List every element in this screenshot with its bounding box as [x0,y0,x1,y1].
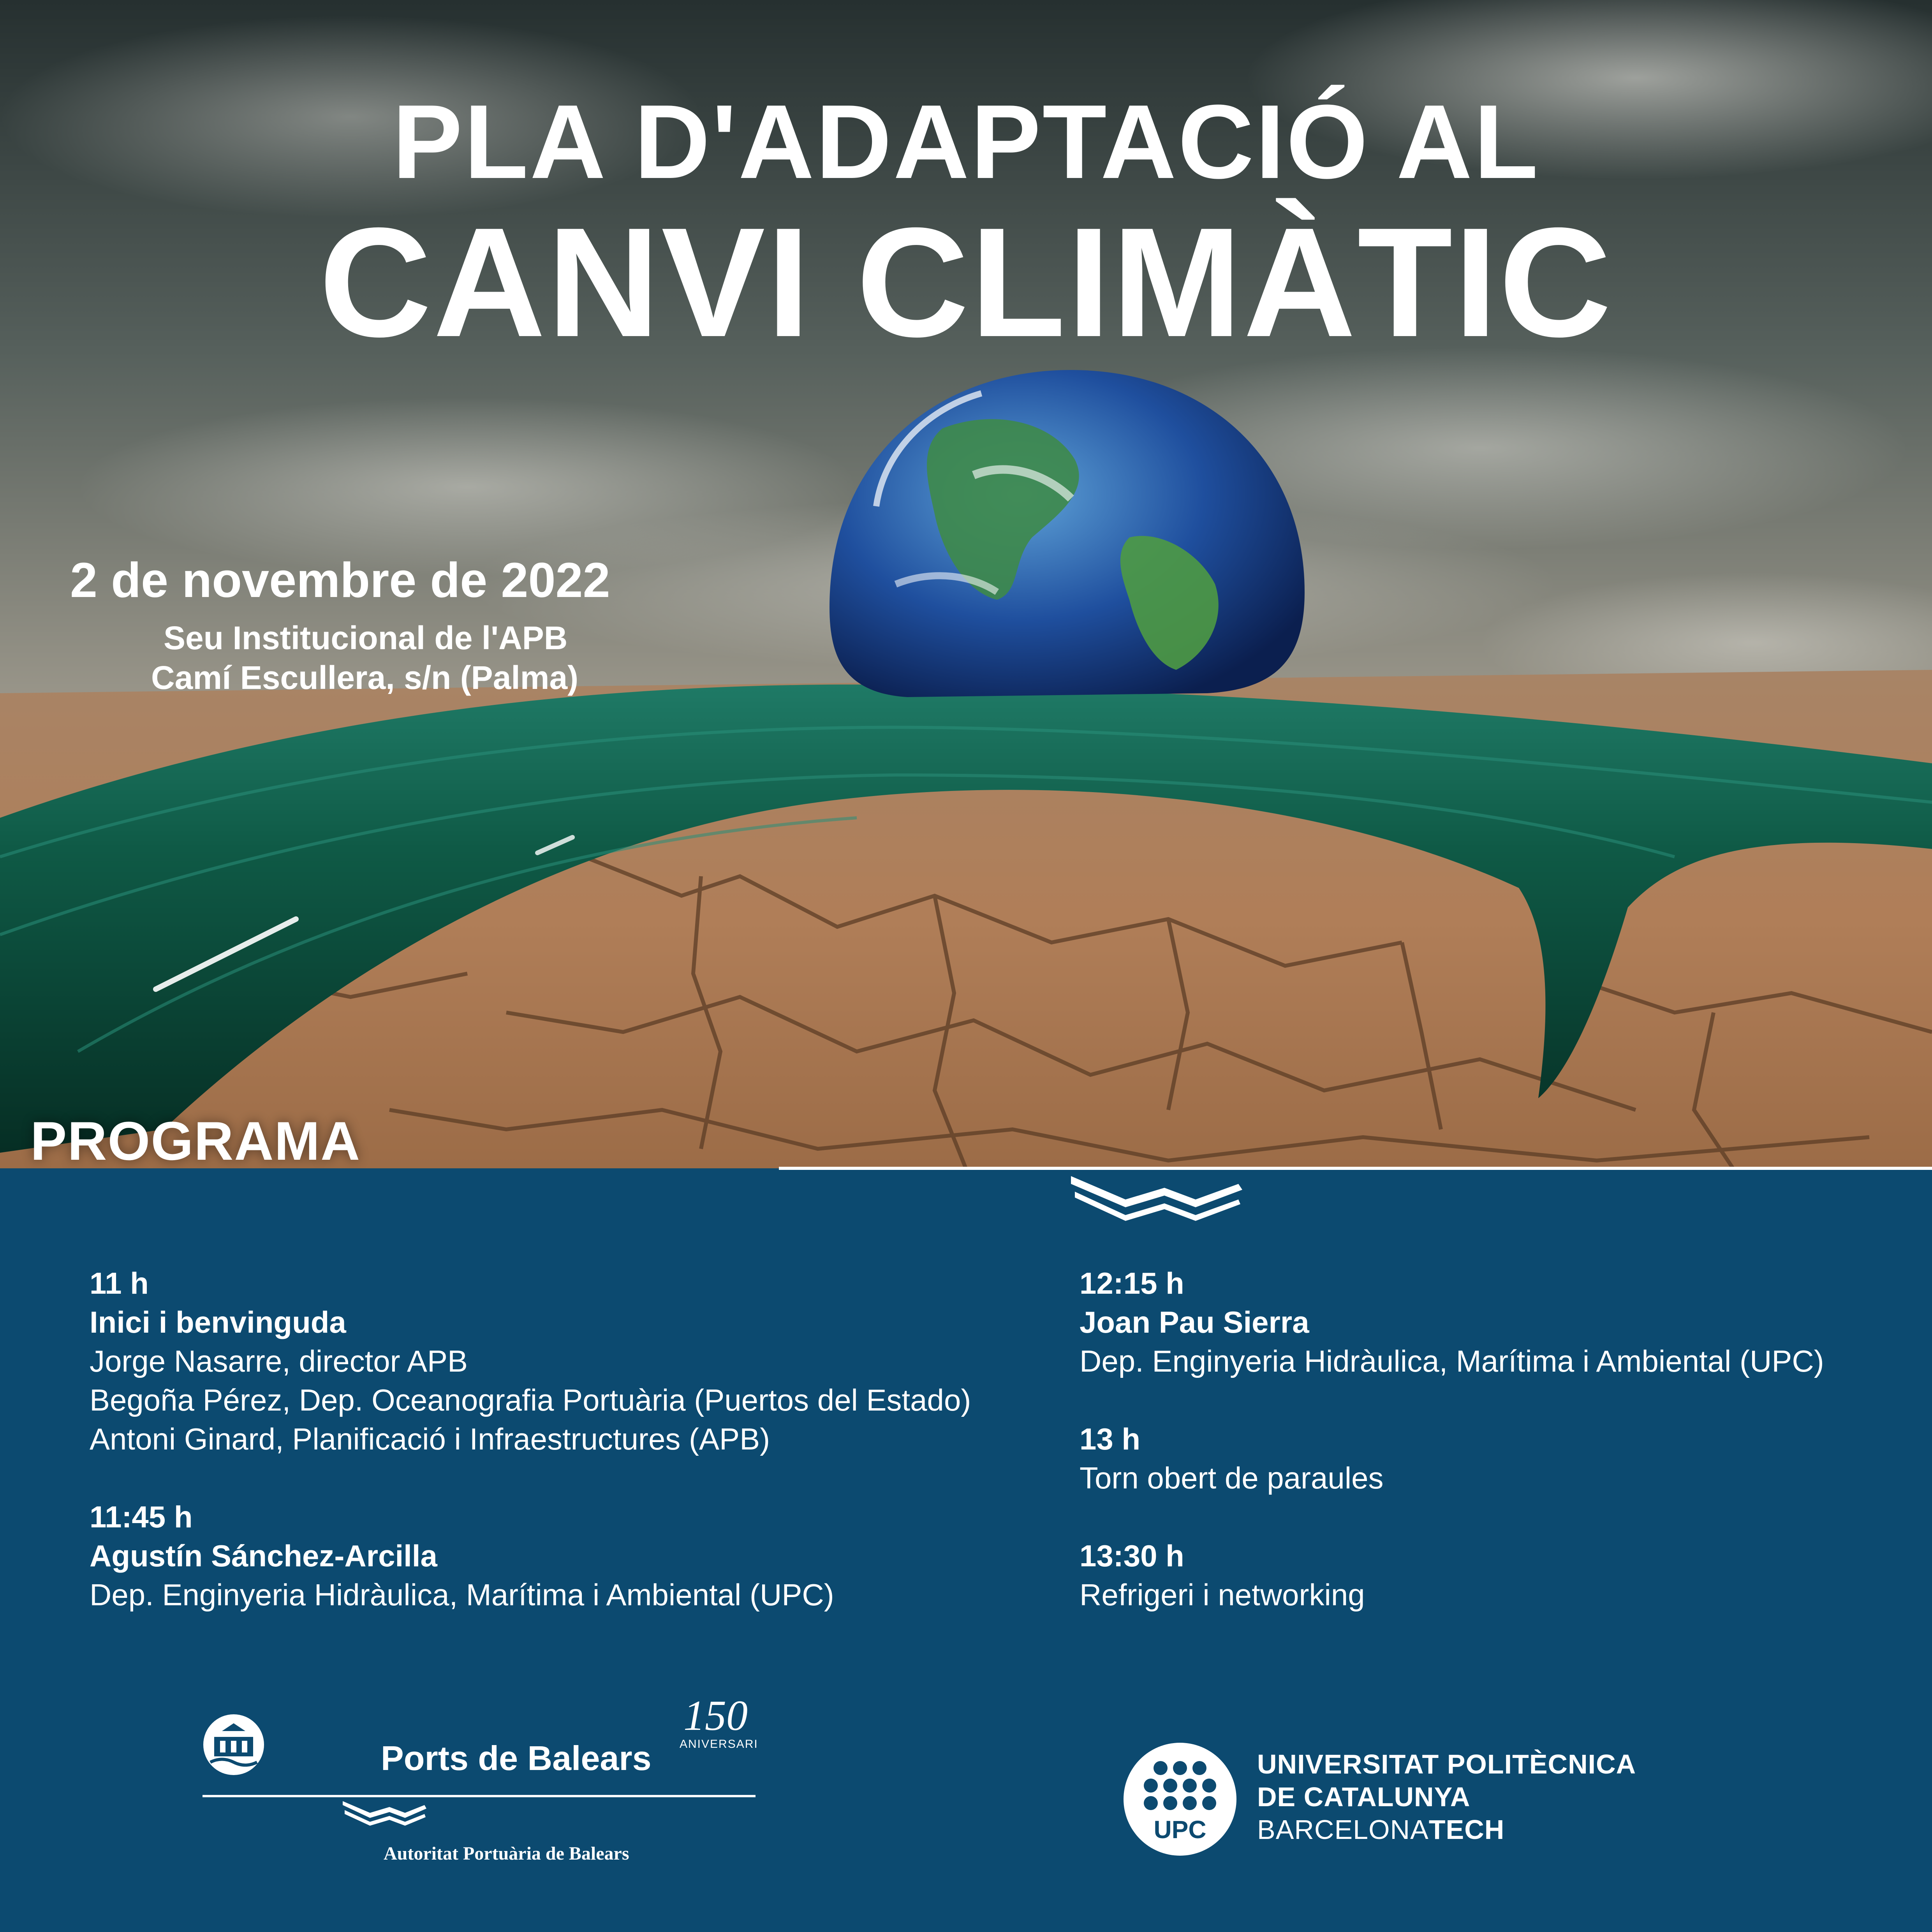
program-session [1080,1536,1897,1614]
anniversary-number: 150 [683,1692,748,1739]
program-session [90,1264,1024,1458]
event-date: 2 de novembre de 2022 [70,553,610,608]
section-divider [0,1153,1932,1231]
session-title: Inici i benvinguda [90,1305,346,1339]
session-time: 12:15 h [1080,1266,1184,1300]
apb-wave-mark-icon [1071,1176,1242,1221]
upc-line-3-regular: BARCELONA [1257,1814,1429,1845]
session-speaker-name: Agustín Sánchez-Arcilla [90,1539,437,1573]
session-speaker: Begoña Pérez, Dep. Oceanografia Portuària (Puertos del Estado) [90,1383,971,1417]
apb-logo-rule [203,1791,763,1834]
session-description: Torn obert de paraules [1080,1461,1384,1495]
session-time: 11:45 h [90,1500,193,1534]
session-time: 13:30 h [1080,1539,1184,1573]
program-heading: PROGRAMA [30,1110,361,1168]
venue-name: Seu Institucional de l'APB [164,620,568,656]
session-time: 13 h [1080,1422,1141,1456]
program-session [1080,1420,1897,1497]
apb-small-wave-icon [343,1801,426,1826]
upc-name-line-3 [1257,1813,1504,1846]
upc-name-line-1: UNIVERSITAT POLITÈCNICA [1257,1749,1636,1779]
ports-de-balears-name: Ports de Balears [381,1739,652,1777]
session-time: 11 h [90,1266,149,1300]
session-affiliation: Dep. Enginyeria Hidràulica, Marítima i Ambiental (UPC) [1080,1344,1824,1378]
ports-de-balears-emblem-icon [199,1710,269,1780]
anniversary-label: ANIVERSARI [680,1738,758,1751]
upc-badge-text: UPC [1154,1816,1206,1844]
upc-line-3-bold: TECH [1428,1814,1505,1845]
program-column-left [90,1264,1024,1653]
upc-dots-logo-icon [1122,1741,1238,1858]
session-speaker-name: Joan Pau Sierra [1080,1305,1309,1339]
session-affiliation: Dep. Enginyeria Hidràulica, Marítima i Ambiental (UPC) [90,1578,834,1612]
session-speaker: Jorge Nasarre, director APB [90,1344,468,1378]
ports-de-balears-subtitle: Autoritat Portuària de Balears [384,1843,629,1864]
program-column-right [1080,1264,1897,1653]
session-speaker: Antoni Ginard, Planificació i Infraestructures (APB) [90,1422,770,1456]
title-line-1: PLA D'ADAPTACIÓ AL [392,83,1540,201]
title-line-2: CANVI CLIMÀTIC [319,195,1613,369]
session-description: Refrigeri i networking [1080,1578,1365,1612]
venue-address: Camí Escullera, s/n (Palma) [151,659,579,696]
upc-name-line-2: DE CATALUNYA [1257,1782,1471,1812]
program-session [1080,1264,1897,1381]
program-session [90,1497,1024,1614]
